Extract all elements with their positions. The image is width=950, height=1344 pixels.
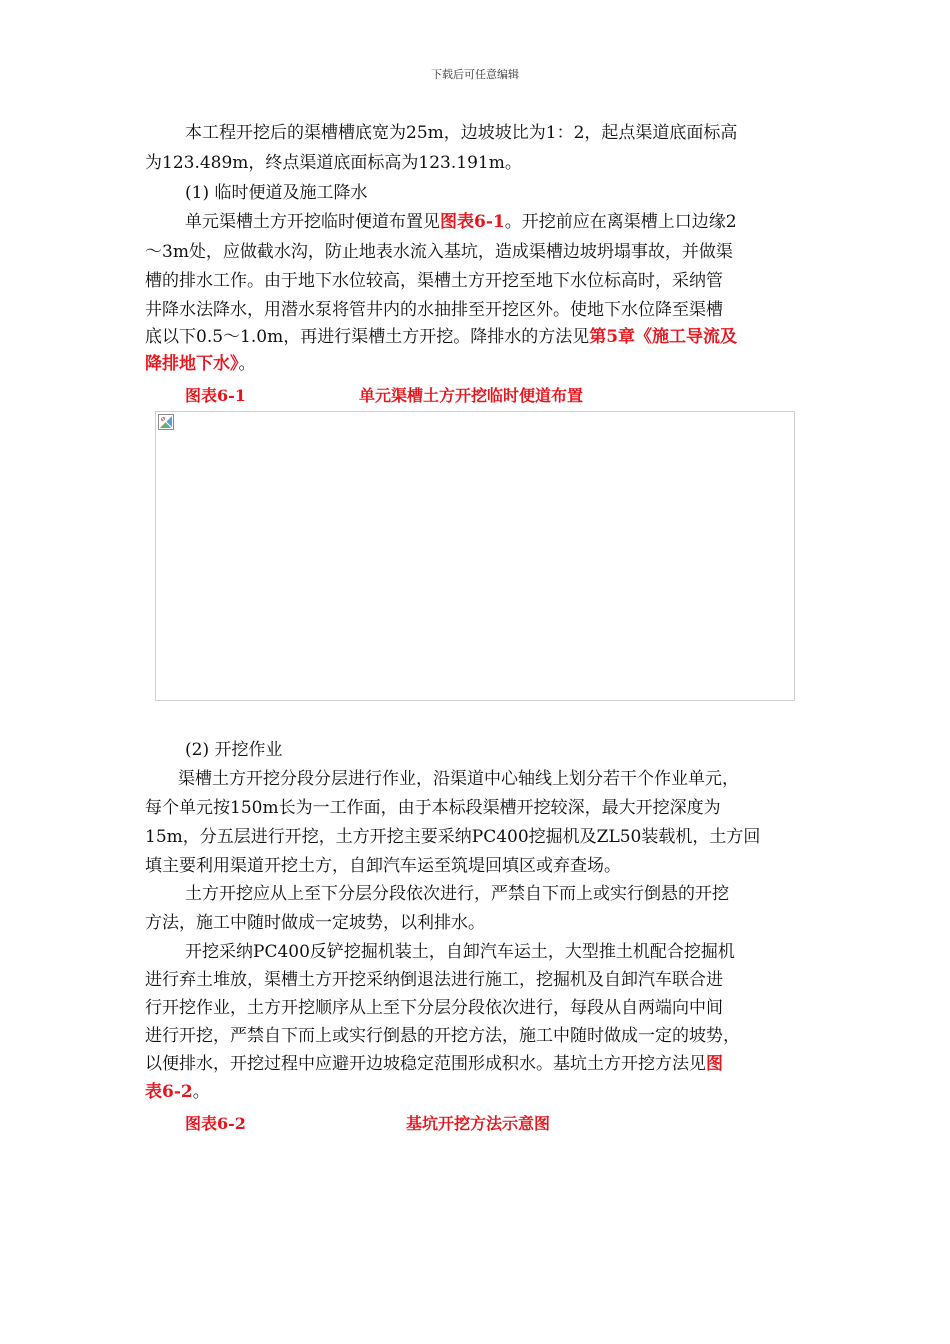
figure-reference-link[interactable]: 图表6-1 bbox=[440, 212, 505, 232]
section-heading-2: (2) 开挖作业 bbox=[185, 740, 283, 760]
paragraph-line: 行开挖作业，土方开挖顺序从上至下分层分段依次进行，每段从自两端向中间 bbox=[145, 998, 723, 1018]
paragraph-line bbox=[185, 210, 737, 234]
paragraph-line: 渠槽土方开挖分段分层进行作业，沿渠道中心轴线上划分若干个作业单元， bbox=[178, 769, 739, 789]
paragraph-text: 单元渠槽土方开挖临时便道布置见 bbox=[185, 212, 440, 232]
figure-title: 基坑开挖方法示意图 bbox=[406, 1114, 551, 1133]
paragraph-line: 方法，施工中随时做成一定坡势，以利排水。 bbox=[145, 913, 485, 933]
figure-placeholder bbox=[155, 411, 795, 701]
paragraph-text: 。 bbox=[238, 354, 256, 374]
figure-title: 单元渠槽土方开挖临时便道布置 bbox=[359, 386, 584, 405]
paragraph-line: 15m，分五层进行开挖，土方开挖主要采纳PC400挖掘机及ZL50装载机，土方回 bbox=[145, 827, 761, 847]
broken-image-icon bbox=[158, 414, 174, 430]
paragraph-text: 。开挖前应在离渠槽上口边缘2 bbox=[504, 212, 737, 232]
paragraph-line: 进行开挖，严禁自下而上或实行倒悬的开挖方法，施工中随时做成一定的坡势， bbox=[145, 1026, 740, 1046]
paragraph-line: ～3m处，应做截水沟，防止地表水流入基坑，造成渠槽边坡坍塌事故，并做渠 bbox=[145, 242, 733, 262]
paragraph-line: 开挖采纳PC400反铲挖掘机装土，自卸汽车运土，大型推土机配合挖掘机 bbox=[185, 942, 735, 962]
paragraph-line bbox=[145, 1052, 723, 1076]
page-header: 下载后可任意编辑 bbox=[431, 68, 519, 81]
paragraph-line: 为123.489m，终点渠道底面标高为123.191m。 bbox=[145, 153, 522, 173]
paragraph-line bbox=[145, 1080, 210, 1104]
figure-reference-link[interactable]: 表6-2 bbox=[145, 1082, 193, 1102]
paragraph-line: 进行弃土堆放，渠槽土方开挖采纳倒退法进行施工，挖掘机及自卸汽车联合进 bbox=[145, 970, 723, 990]
figure-label: 图表6-2 bbox=[185, 1114, 246, 1133]
section-heading-1: (1) 临时便道及施工降水 bbox=[185, 183, 368, 203]
paragraph-line: 土方开挖应从上至下分层分段依次进行，严禁自下而上或实行倒悬的开挖 bbox=[185, 884, 729, 904]
paragraph-line bbox=[145, 325, 737, 349]
paragraph-line: 填主要利用渠道开挖土方，自卸汽车运至筑堤回填区或弃查场。 bbox=[145, 856, 621, 876]
paragraph-text: 。 bbox=[192, 1082, 210, 1102]
paragraph-text: 以便排水，开挖过程中应避开边坡稳定范围形成积水。基坑土方开挖方法见 bbox=[145, 1054, 706, 1074]
paragraph-line: 槽的排水工作。由于地下水位较高，渠槽土方开挖至地下水位标高时，采纳管 bbox=[145, 271, 723, 291]
paragraph-text: 底以下0.5～1.0m，再进行渠槽土方开挖。降排水的方法见 bbox=[145, 327, 590, 347]
figure-label: 图表6-1 bbox=[185, 386, 246, 405]
paragraph-line bbox=[145, 352, 256, 376]
paragraph-line: 井降水法降水，用潜水泵将管井内的水抽排至开挖区外。使地下水位降至渠槽 bbox=[145, 300, 723, 320]
figure-reference-link[interactable]: 图 bbox=[706, 1054, 723, 1074]
paragraph-line: 本工程开挖后的渠槽槽底宽为25m，边坡坡比为1：2，起点渠道底面标高 bbox=[185, 123, 738, 143]
paragraph-line: 每个单元按150m长为一工作面，由于本标段渠槽开挖较深，最大开挖深度为 bbox=[145, 798, 721, 818]
chapter-reference-link[interactable]: 降排地下水》 bbox=[145, 354, 239, 374]
chapter-reference-link[interactable]: 第5章《施工导流及 bbox=[589, 327, 738, 347]
